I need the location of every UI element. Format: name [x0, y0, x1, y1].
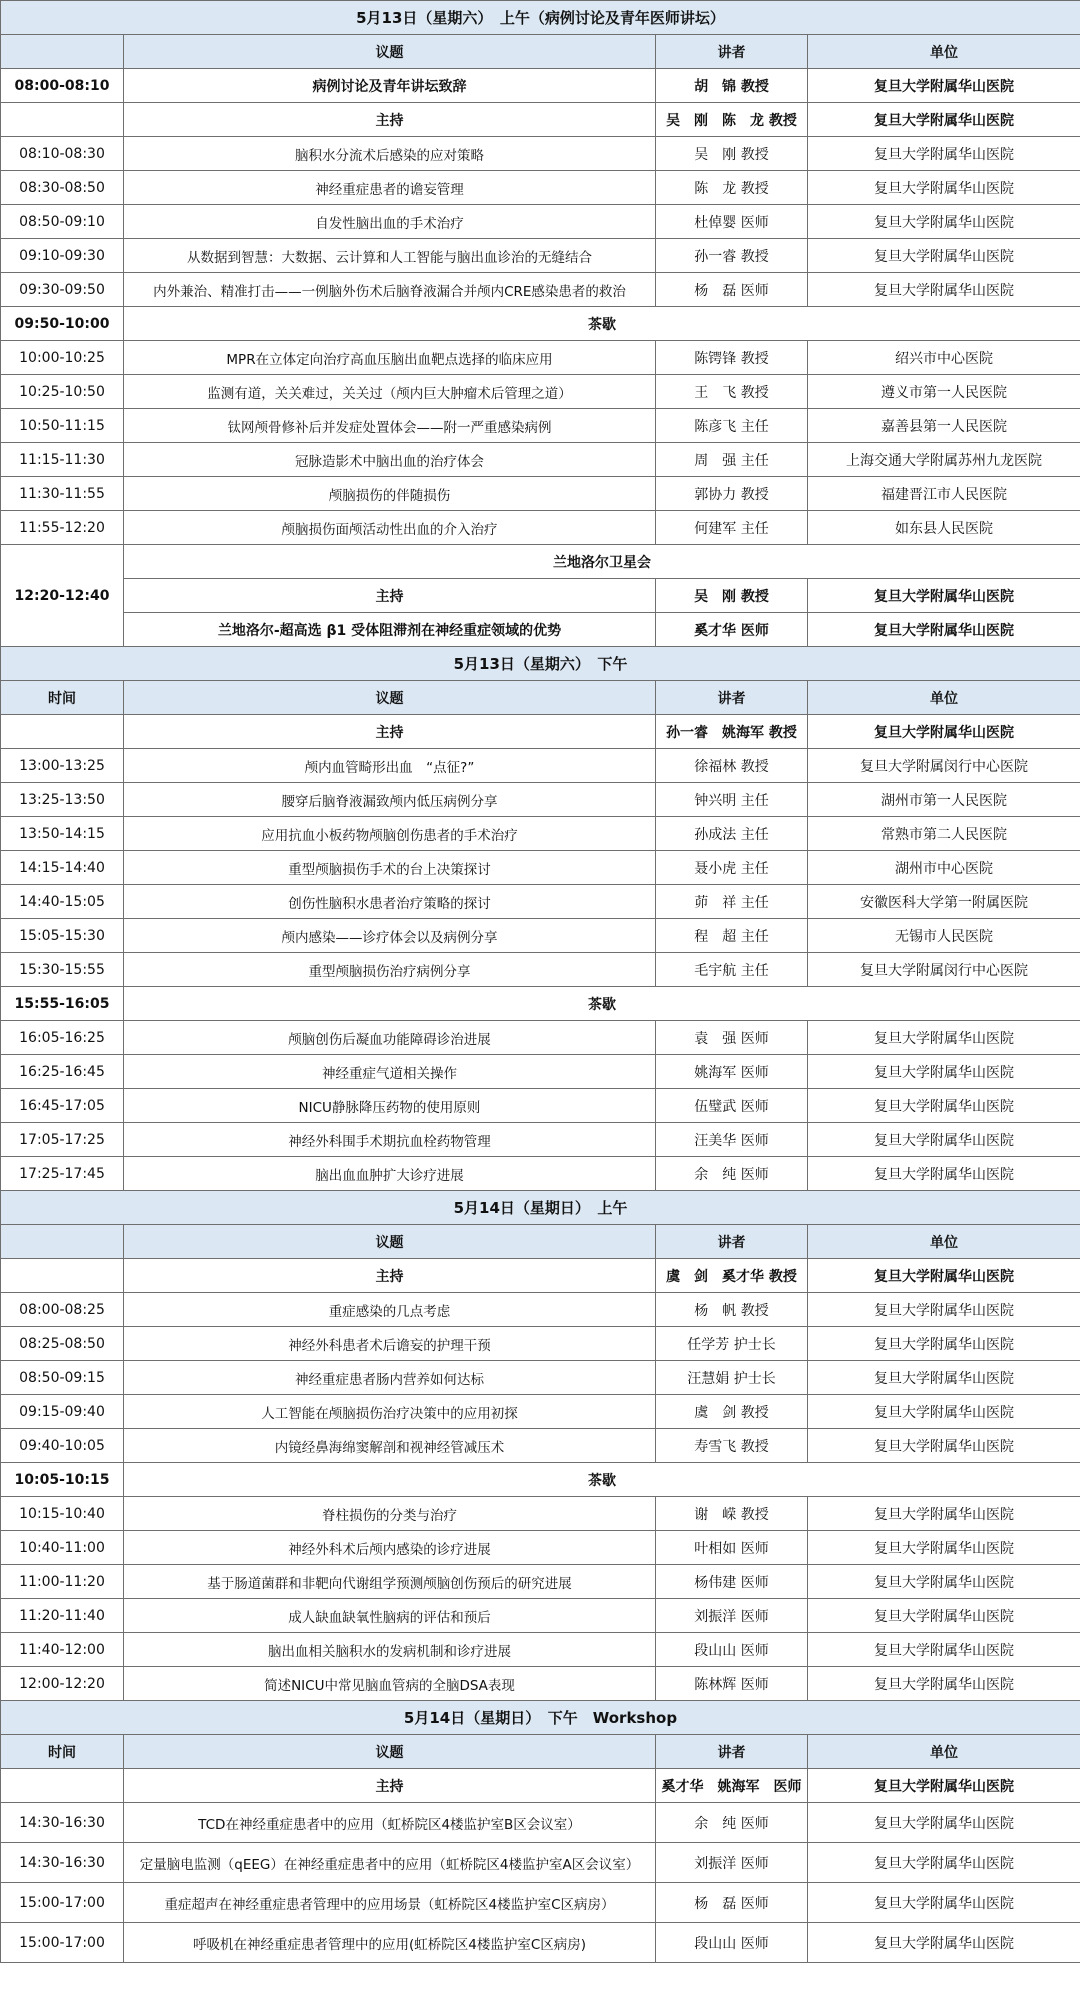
table-row — [1, 1429, 1080, 1463]
unit-cell: 复旦大学附属华山医院 — [808, 1293, 1080, 1327]
topic-cell: 脑积水分流术后感染的应对策略 — [124, 137, 656, 171]
speaker-cell: 段山山 医师 — [656, 1923, 808, 1963]
unit-cell: 复旦大学附属华山医院 — [808, 1667, 1080, 1701]
speaker-cell: 毛宇航 主任 — [656, 953, 808, 987]
time-cell: 10:25-10:50 — [1, 375, 124, 409]
table-row — [1, 1599, 1080, 1633]
table-row — [1, 1089, 1080, 1123]
table-row — [1, 1327, 1080, 1361]
speaker-cell: 徐福林 教授 — [656, 749, 808, 783]
speaker-cell: 寿雪飞 教授 — [656, 1429, 808, 1463]
table-row — [1, 1021, 1080, 1055]
time-cell: 09:10-09:30 — [1, 239, 124, 273]
time-cell: 17:25-17:45 — [1, 1157, 124, 1191]
table-row — [1, 1843, 1080, 1883]
time-cell: 10:50-11:15 — [1, 409, 124, 443]
time-cell — [1, 1769, 124, 1803]
table-row — [1, 69, 1080, 103]
topic-cell: 脑出血相关脑积水的发病机制和诊疗进展 — [124, 1633, 656, 1667]
topic-cell: 神经重症患者肠内营养如何达标 — [124, 1361, 656, 1395]
tea-break-cell: 茶歇 — [124, 987, 1080, 1021]
unit-cell: 单位 — [808, 681, 1080, 715]
topic-cell: 从数据到智慧：大数据、云计算和人工智能与脑出血诊治的无缝结合 — [124, 239, 656, 273]
tea-break-row — [1, 987, 1080, 1021]
table-row — [1, 273, 1080, 307]
unit-cell: 复旦大学附属华山医院 — [808, 579, 1080, 613]
speaker-cell: 程 超 主任 — [656, 919, 808, 953]
time-cell: 15:00-17:00 — [1, 1883, 124, 1923]
tea-break-row — [1, 307, 1080, 341]
time-cell — [1, 35, 124, 69]
unit-cell: 湖州市第一人民医院 — [808, 783, 1080, 817]
time-cell: 15:30-15:55 — [1, 953, 124, 987]
time-cell: 08:30-08:50 — [1, 171, 124, 205]
table-row — [1, 1883, 1080, 1923]
topic-cell: 钛网颅骨修补后并发症处置体会——附一严重感染病例 — [124, 409, 656, 443]
topic-cell: TCD在神经重症患者中的应用（虹桥院区4楼监护室B区会议室） — [124, 1803, 656, 1843]
table-row — [1, 171, 1080, 205]
time-cell: 12:00-12:20 — [1, 1667, 124, 1701]
speaker-cell: 茆 祥 主任 — [656, 885, 808, 919]
time-cell: 10:05-10:15 — [1, 1463, 124, 1497]
header-row — [1, 1225, 1080, 1259]
unit-cell: 复旦大学附属华山医院 — [808, 1923, 1080, 1963]
time-cell: 13:00-13:25 — [1, 749, 124, 783]
table-row — [1, 1361, 1080, 1395]
satellite-talk-row — [1, 613, 1080, 647]
table-row — [1, 137, 1080, 171]
time-cell: 10:40-11:00 — [1, 1531, 124, 1565]
time-cell — [1, 1225, 124, 1259]
time-cell: 16:05-16:25 — [1, 1021, 124, 1055]
speaker-cell: 吴 刚 陈 龙 教授 — [656, 103, 808, 137]
table-row — [1, 1395, 1080, 1429]
topic-cell: 颅内血管畸形出血 “点征?” — [124, 749, 656, 783]
table-row — [1, 885, 1080, 919]
time-cell: 时间 — [1, 681, 124, 715]
section-title-cell: 5月14日（星期日） 下午 Workshop — [1, 1701, 1080, 1735]
speaker-cell: 汪慧娟 护士长 — [656, 1361, 808, 1395]
topic-cell: 议题 — [124, 35, 656, 69]
speaker-cell: 孙一睿 教授 — [656, 239, 808, 273]
time-cell: 13:25-13:50 — [1, 783, 124, 817]
section-title — [1, 1, 1080, 35]
topic-cell: 颅脑创伤后凝血功能障碍诊治进展 — [124, 1021, 656, 1055]
time-cell — [1, 1259, 124, 1293]
topic-cell: 议题 — [124, 1225, 656, 1259]
section-title — [1, 1701, 1080, 1735]
speaker-cell: 余 纯 医师 — [656, 1803, 808, 1843]
topic-cell: 重型颅脑损伤治疗病例分享 — [124, 953, 656, 987]
speaker-cell: 段山山 医师 — [656, 1633, 808, 1667]
speaker-cell: 聂小虎 主任 — [656, 851, 808, 885]
table-row — [1, 1123, 1080, 1157]
topic-cell: 呼吸机在神经重症患者管理中的应用(虹桥院区4楼监护室C区病房) — [124, 1923, 656, 1963]
topic-cell: 腰穿后脑脊液漏致颅内低压病例分享 — [124, 783, 656, 817]
time-cell: 时间 — [1, 1735, 124, 1769]
topic-cell: 颅内感染——诊疗体会以及病例分享 — [124, 919, 656, 953]
topic-cell: 内镜经鼻海绵窦解剖和视神经管减压术 — [124, 1429, 656, 1463]
unit-cell: 复旦大学附属华山医院 — [808, 1089, 1080, 1123]
speaker-cell: 陈锷锋 教授 — [656, 341, 808, 375]
tea-break-cell: 茶歇 — [124, 1463, 1080, 1497]
time-cell: 15:00-17:00 — [1, 1923, 124, 1963]
host-row — [1, 579, 1080, 613]
topic-cell: 重症感染的几点考虑 — [124, 1293, 656, 1327]
speaker-cell: 虞 剑 奚才华 教授 — [656, 1259, 808, 1293]
table-row — [1, 477, 1080, 511]
speaker-cell: 钟兴明 主任 — [656, 783, 808, 817]
topic-cell: 神经外科术后颅内感染的诊疗进展 — [124, 1531, 656, 1565]
unit-cell: 复旦大学附属华山医院 — [808, 1259, 1080, 1293]
time-cell: 10:15-10:40 — [1, 1497, 124, 1531]
table-row — [1, 409, 1080, 443]
topic-cell: 自发性脑出血的手术治疗 — [124, 205, 656, 239]
unit-cell: 复旦大学附属华山医院 — [808, 1497, 1080, 1531]
unit-cell: 复旦大学附属华山医院 — [808, 1157, 1080, 1191]
table-row — [1, 1157, 1080, 1191]
speaker-cell: 姚海军 医师 — [656, 1055, 808, 1089]
time-cell: 08:50-09:10 — [1, 205, 124, 239]
time-cell: 11:20-11:40 — [1, 1599, 124, 1633]
time-cell — [1, 103, 124, 137]
speaker-cell: 陈彦飞 主任 — [656, 409, 808, 443]
speaker-cell: 奚才华 医师 — [656, 613, 808, 647]
time-cell: 14:15-14:40 — [1, 851, 124, 885]
table-row — [1, 1633, 1080, 1667]
header-row — [1, 35, 1080, 69]
speaker-cell: 奚才华 姚海军 医师 — [656, 1769, 808, 1803]
table-row — [1, 817, 1080, 851]
time-cell: 11:40-12:00 — [1, 1633, 124, 1667]
time-cell: 16:45-17:05 — [1, 1089, 124, 1123]
topic-cell: 冠脉造影术中脑出血的治疗体会 — [124, 443, 656, 477]
unit-cell: 复旦大学附属华山医院 — [808, 69, 1080, 103]
unit-cell: 复旦大学附属华山医院 — [808, 1361, 1080, 1395]
table-row — [1, 953, 1080, 987]
unit-cell: 复旦大学附属华山医院 — [808, 1803, 1080, 1843]
speaker-cell: 杨 磊 医师 — [656, 273, 808, 307]
table-row — [1, 851, 1080, 885]
unit-cell: 复旦大学附属华山医院 — [808, 1565, 1080, 1599]
topic-cell: 议题 — [124, 681, 656, 715]
satellite-row — [1, 545, 1080, 579]
time-cell: 15:55-16:05 — [1, 987, 124, 1021]
speaker-cell: 孙一睿 姚海军 教授 — [656, 715, 808, 749]
unit-cell: 上海交通大学附属苏州九龙医院 — [808, 443, 1080, 477]
topic-cell: 基于肠道菌群和非靶向代谢组学预测颅脑创伤预后的研究进展 — [124, 1565, 656, 1599]
table-row — [1, 1923, 1080, 1963]
time-cell: 08:25-08:50 — [1, 1327, 124, 1361]
unit-cell: 复旦大学附属华山医院 — [808, 1395, 1080, 1429]
topic-cell: 主持 — [124, 103, 656, 137]
time-cell: 14:30-16:30 — [1, 1803, 124, 1843]
speaker-cell: 周 强 主任 — [656, 443, 808, 477]
time-cell: 08:50-09:15 — [1, 1361, 124, 1395]
unit-cell: 绍兴市中心医院 — [808, 341, 1080, 375]
unit-cell: 无锡市人民医院 — [808, 919, 1080, 953]
speaker-cell: 叶相如 医师 — [656, 1531, 808, 1565]
speaker-cell: 杨 磊 医师 — [656, 1883, 808, 1923]
time-cell: 09:40-10:05 — [1, 1429, 124, 1463]
topic-cell: 议题 — [124, 1735, 656, 1769]
table-row — [1, 749, 1080, 783]
unit-cell: 复旦大学附属华山医院 — [808, 171, 1080, 205]
time-cell: 09:30-09:50 — [1, 273, 124, 307]
table-row — [1, 1565, 1080, 1599]
unit-cell: 复旦大学附属华山医院 — [808, 613, 1080, 647]
unit-cell: 复旦大学附属华山医院 — [808, 205, 1080, 239]
unit-cell: 遵义市第一人民医院 — [808, 375, 1080, 409]
table-row — [1, 919, 1080, 953]
topic-cell: 内外兼治、精准打击——一例脑外伤术后脑脊液漏合并颅内CRE感染患者的救治 — [124, 273, 656, 307]
unit-cell: 湖州市中心医院 — [808, 851, 1080, 885]
table-row — [1, 239, 1080, 273]
time-cell: 08:00-08:10 — [1, 69, 124, 103]
speaker-cell: 讲者 — [656, 1735, 808, 1769]
unit-cell: 复旦大学附属闵行中心医院 — [808, 953, 1080, 987]
unit-cell: 复旦大学附属华山医院 — [808, 1769, 1080, 1803]
speaker-cell: 袁 强 医师 — [656, 1021, 808, 1055]
table-row — [1, 1055, 1080, 1089]
satellite-title-cell: 兰地洛尔卫星会 — [124, 545, 1080, 579]
speaker-cell: 杨 帆 教授 — [656, 1293, 808, 1327]
table-row — [1, 1803, 1080, 1843]
topic-cell: 颅脑损伤的伴随损伤 — [124, 477, 656, 511]
unit-cell: 复旦大学附属华山医院 — [808, 1055, 1080, 1089]
topic-cell: 应用抗血小板药物颅脑创伤患者的手术治疗 — [124, 817, 656, 851]
speaker-cell: 讲者 — [656, 681, 808, 715]
unit-cell: 如东县人民医院 — [808, 511, 1080, 545]
speaker-cell: 胡 锦 教授 — [656, 69, 808, 103]
topic-cell: 人工智能在颅脑损伤治疗决策中的应用初探 — [124, 1395, 656, 1429]
speaker-cell: 汪美华 医师 — [656, 1123, 808, 1157]
topic-cell: 创伤性脑积水患者治疗策略的探讨 — [124, 885, 656, 919]
unit-cell: 复旦大学附属华山医院 — [808, 1883, 1080, 1923]
speaker-cell: 何建军 主任 — [656, 511, 808, 545]
table-row — [1, 205, 1080, 239]
topic-cell: 脑出血血肿扩大诊疗进展 — [124, 1157, 656, 1191]
topic-cell: 简述NICU中常见脑血管病的全脑DSA表现 — [124, 1667, 656, 1701]
topic-cell: 兰地洛尔-超高选 β1 受体阻滞剂在神经重症领域的优势 — [124, 613, 656, 647]
unit-cell: 福建晋江市人民医院 — [808, 477, 1080, 511]
host-row — [1, 1769, 1080, 1803]
unit-cell: 常熟市第二人民医院 — [808, 817, 1080, 851]
time-cell: 13:50-14:15 — [1, 817, 124, 851]
unit-cell: 复旦大学附属华山医院 — [808, 1327, 1080, 1361]
section-title-cell: 5月13日（星期六） 下午 — [1, 647, 1080, 681]
unit-cell: 复旦大学附属华山医院 — [808, 1123, 1080, 1157]
unit-cell: 安徽医科大学第一附属医院 — [808, 885, 1080, 919]
time-cell: 11:15-11:30 — [1, 443, 124, 477]
host-row — [1, 715, 1080, 749]
topic-cell: 主持 — [124, 1769, 656, 1803]
speaker-cell: 谢 嵘 教授 — [656, 1497, 808, 1531]
host-row — [1, 1259, 1080, 1293]
tea-break-cell: 茶歇 — [124, 307, 1080, 341]
table-row — [1, 375, 1080, 409]
unit-cell: 单位 — [808, 1735, 1080, 1769]
unit-cell: 复旦大学附属华山医院 — [808, 1429, 1080, 1463]
unit-cell: 复旦大学附属华山医院 — [808, 1531, 1080, 1565]
topic-cell: 重症超声在神经重症患者管理中的应用场景（虹桥院区4楼监护室C区病房） — [124, 1883, 656, 1923]
speaker-cell: 刘振洋 医师 — [656, 1599, 808, 1633]
time-cell: 11:00-11:20 — [1, 1565, 124, 1599]
time-cell: 15:05-15:30 — [1, 919, 124, 953]
speaker-cell: 孙成法 主任 — [656, 817, 808, 851]
table-row — [1, 1667, 1080, 1701]
unit-cell: 单位 — [808, 1225, 1080, 1259]
unit-cell: 复旦大学附属华山医院 — [808, 1843, 1080, 1883]
time-cell: 14:30-16:30 — [1, 1843, 124, 1883]
time-cell: 12:20-12:40 — [1, 545, 124, 647]
topic-cell: NICU静脉降压药物的使用原则 — [124, 1089, 656, 1123]
topic-cell: 神经外科患者术后谵妄的护理干预 — [124, 1327, 656, 1361]
time-cell: 17:05-17:25 — [1, 1123, 124, 1157]
section-title-cell: 5月14日（星期日） 上午 — [1, 1191, 1080, 1225]
unit-cell: 复旦大学附属华山医院 — [808, 239, 1080, 273]
time-cell: 11:55-12:20 — [1, 511, 124, 545]
unit-cell: 复旦大学附属华山医院 — [808, 137, 1080, 171]
unit-cell: 复旦大学附属华山医院 — [808, 1633, 1080, 1667]
time-cell: 11:30-11:55 — [1, 477, 124, 511]
speaker-cell: 余 纯 医师 — [656, 1157, 808, 1191]
section-title — [1, 1191, 1080, 1225]
topic-cell: 成人缺血缺氧性脑病的评估和预后 — [124, 1599, 656, 1633]
speaker-cell: 虞 剑 教授 — [656, 1395, 808, 1429]
table-row — [1, 1497, 1080, 1531]
topic-cell: 颅脑损伤面颅活动性出血的介入治疗 — [124, 511, 656, 545]
host-row — [1, 103, 1080, 137]
speaker-cell: 任学芳 护士长 — [656, 1327, 808, 1361]
time-cell — [1, 715, 124, 749]
speaker-cell: 吴 刚 教授 — [656, 579, 808, 613]
speaker-cell: 王 飞 教授 — [656, 375, 808, 409]
section-title — [1, 647, 1080, 681]
topic-cell: 主持 — [124, 579, 656, 613]
table-row — [1, 511, 1080, 545]
unit-cell: 嘉善县第一人民医院 — [808, 409, 1080, 443]
topic-cell: 病例讨论及青年讲坛致辞 — [124, 69, 656, 103]
topic-cell: 重型颅脑损伤手术的台上决策探讨 — [124, 851, 656, 885]
tea-break-row — [1, 1463, 1080, 1497]
unit-cell: 复旦大学附属华山医院 — [808, 103, 1080, 137]
time-cell: 14:40-15:05 — [1, 885, 124, 919]
table-row — [1, 1293, 1080, 1327]
time-cell: 16:25-16:45 — [1, 1055, 124, 1089]
speaker-cell: 陈林辉 医师 — [656, 1667, 808, 1701]
unit-cell: 复旦大学附属华山医院 — [808, 273, 1080, 307]
unit-cell: 复旦大学附属闵行中心医院 — [808, 749, 1080, 783]
topic-cell: 神经重症患者的谵妄管理 — [124, 171, 656, 205]
topic-cell: MPR在立体定向治疗高血压脑出血靶点选择的临床应用 — [124, 341, 656, 375]
unit-cell: 复旦大学附属华山医院 — [808, 1021, 1080, 1055]
table-row — [1, 783, 1080, 817]
topic-cell: 主持 — [124, 1259, 656, 1293]
time-cell: 09:15-09:40 — [1, 1395, 124, 1429]
time-cell: 10:00-10:25 — [1, 341, 124, 375]
section-title-cell: 5月13日（星期六） 上午（病例讨论及青年医师讲坛） — [1, 1, 1080, 35]
table-row — [1, 1531, 1080, 1565]
table-row — [1, 443, 1080, 477]
topic-cell: 脊柱损伤的分类与治疗 — [124, 1497, 656, 1531]
speaker-cell: 吴 刚 教授 — [656, 137, 808, 171]
time-cell: 08:00-08:25 — [1, 1293, 124, 1327]
unit-cell: 复旦大学附属华山医院 — [808, 715, 1080, 749]
unit-cell: 复旦大学附属华山医院 — [808, 1599, 1080, 1633]
unit-cell: 单位 — [808, 35, 1080, 69]
speaker-cell: 杜倬婴 医师 — [656, 205, 808, 239]
speaker-cell: 陈 龙 教授 — [656, 171, 808, 205]
speaker-cell: 郭协力 教授 — [656, 477, 808, 511]
topic-cell: 主持 — [124, 715, 656, 749]
table-row — [1, 341, 1080, 375]
speaker-cell: 刘振洋 医师 — [656, 1843, 808, 1883]
speaker-cell: 讲者 — [656, 1225, 808, 1259]
speaker-cell: 伍璧武 医师 — [656, 1089, 808, 1123]
header-row — [1, 1735, 1080, 1769]
time-cell: 09:50-10:00 — [1, 307, 124, 341]
header-row — [1, 681, 1080, 715]
topic-cell: 定量脑电监测（qEEG）在神经重症患者中的应用（虹桥院区4楼监护室A区会议室） — [124, 1843, 656, 1883]
topic-cell: 神经外科围手术期抗血栓药物管理 — [124, 1123, 656, 1157]
speaker-cell: 杨伟建 医师 — [656, 1565, 808, 1599]
topic-cell: 神经重症气道相关操作 — [124, 1055, 656, 1089]
topic-cell: 监测有道，关关难过，关关过（颅内巨大肿瘤术后管理之道） — [124, 375, 656, 409]
time-cell: 08:10-08:30 — [1, 137, 124, 171]
speaker-cell: 讲者 — [656, 35, 808, 69]
